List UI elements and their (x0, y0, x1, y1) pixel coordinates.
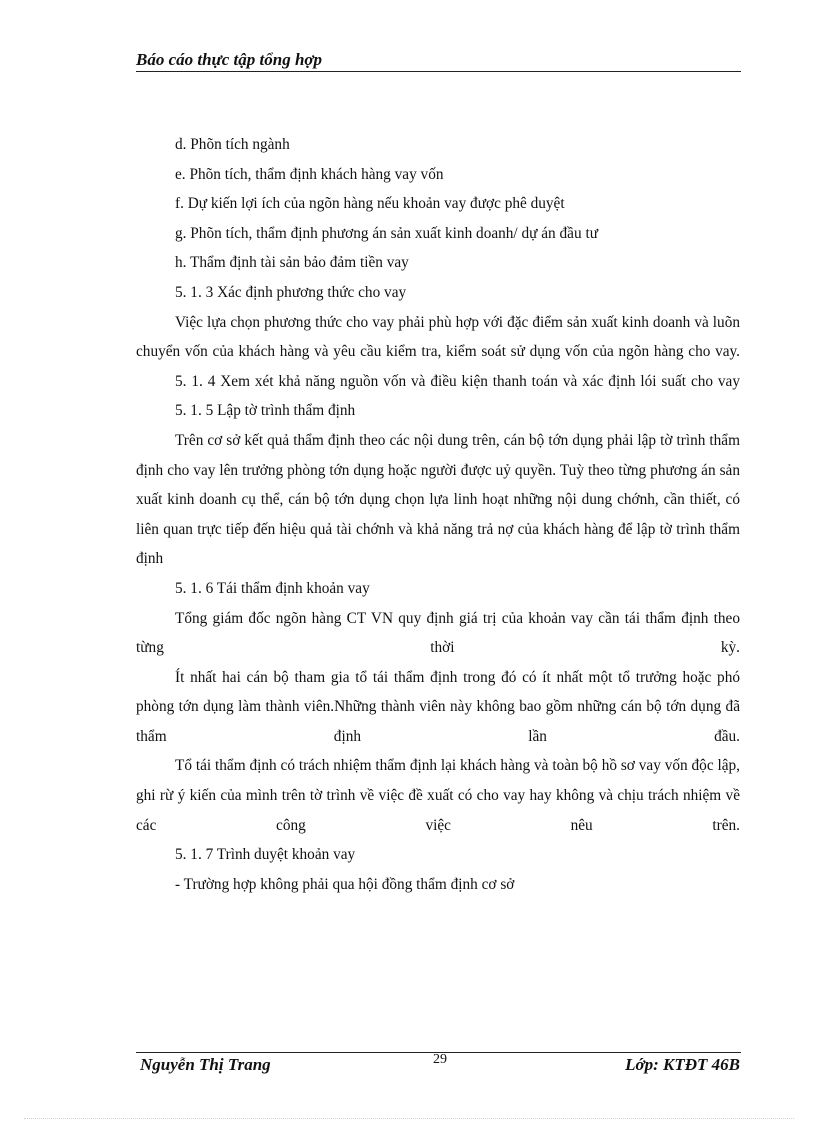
section-heading-5-1-7: 5. 1. 7 Trình duyệt khoản vay (175, 846, 356, 864)
paragraph-5-1-6-c: Tổ tái thẩm định có trách nhiệm thẩm định lại khách hàng và toàn bộ hồ sơ vay vốn độc lập, ghi rừ ý kiến của mình trên tờ trình về việc đề xuất có cho vay hay không và chịu trách nhiệm về các công việc nêu trên. (136, 757, 740, 834)
footer-class-label: Lớp: KTĐT 46B (625, 1055, 740, 1074)
paragraph-5-1-3: Việc lựa chọn phương thức cho vay phải phù hợp với đặc điểm sản xuất kinh doanh và luõn chuyển vốn của khách hàng và yêu cầu kiểm tra, kiểm soát sử dụng vốn của ngõn hàng cho vay. (136, 313, 740, 361)
list-item-e: e. Phõn tích, thẩm định khách hàng vay vốn (175, 165, 444, 183)
header-divider (136, 71, 741, 72)
list-item-f: f. Dự kiến lợi ích của ngõn hàng nếu khoản vay được phê duyệt (175, 195, 565, 213)
paragraph-5-1-6-b: Ít nhất hai cán bộ tham gia tổ tái thẩm định trong đó có ít nhất một tổ trưởng hoặc phó phòng tớn dụng làm thành viên.Những thành viên này không bao gồm những cán bộ tớn dụng đã thẩm định lần đầu. (136, 668, 740, 745)
section-heading-5-1-4: 5. 1. 4 Xem xét khả năng nguồn vốn và điều kiện thanh toán và xác định lói suất cho vay (175, 372, 740, 390)
list-item-d: d. Phõn tích ngành (175, 136, 290, 153)
paragraph-5-1-6-a: Tổng giám đốc ngõn hàng CT VN quy định giá trị của khoản vay cần tái thẩm định theo từng thời kỳ. (136, 609, 740, 657)
section-heading-5-1-5: 5. 1. 5 Lập tờ trình thẩm định (175, 402, 356, 420)
body-text (136, 130, 740, 899)
page-bottom-edge (24, 1118, 794, 1119)
paragraph-5-1-5: Trên cơ sở kết quả thẩm định theo các nội dung trên, cán bộ tớn dụng phải lập tờ trình thẩm định cho vay lên trưởng phòng tớn dụng hoặc người được uỷ quyền. Tuỳ theo từng phương án sản xuất kinh doanh cụ thể, cán bộ tớn dụng chọn lựa linh hoạt những nội dung chớnh, cần thiết, có liên quan trực tiếp đến hiệu quả tài chớnh và khả năng trả nợ của khách hàng để lập tờ trình thẩm định (136, 431, 740, 568)
header-title: Báo cáo thực tập tổng hợp (136, 50, 323, 69)
section-heading-5-1-3: 5. 1. 3 Xác định phương thức cho vay (175, 283, 407, 301)
section-heading-5-1-6: 5. 1. 6 Tái thẩm định khoản vay (175, 579, 370, 597)
list-item-h: h. Thẩm định tài sản bảo đảm tiền vay (175, 254, 409, 272)
page-number: 29 (433, 1052, 447, 1067)
list-item-5-1-7: - Trường hợp không phải qua hội đồng thẩm định cơ sở (175, 875, 515, 893)
footer-author: Nguyễn Thị Trang (140, 1055, 271, 1074)
list-item-g: g. Phõn tích, thẩm định phương án sản xuất kinh doanh/ dự án đầu tư (175, 224, 598, 242)
